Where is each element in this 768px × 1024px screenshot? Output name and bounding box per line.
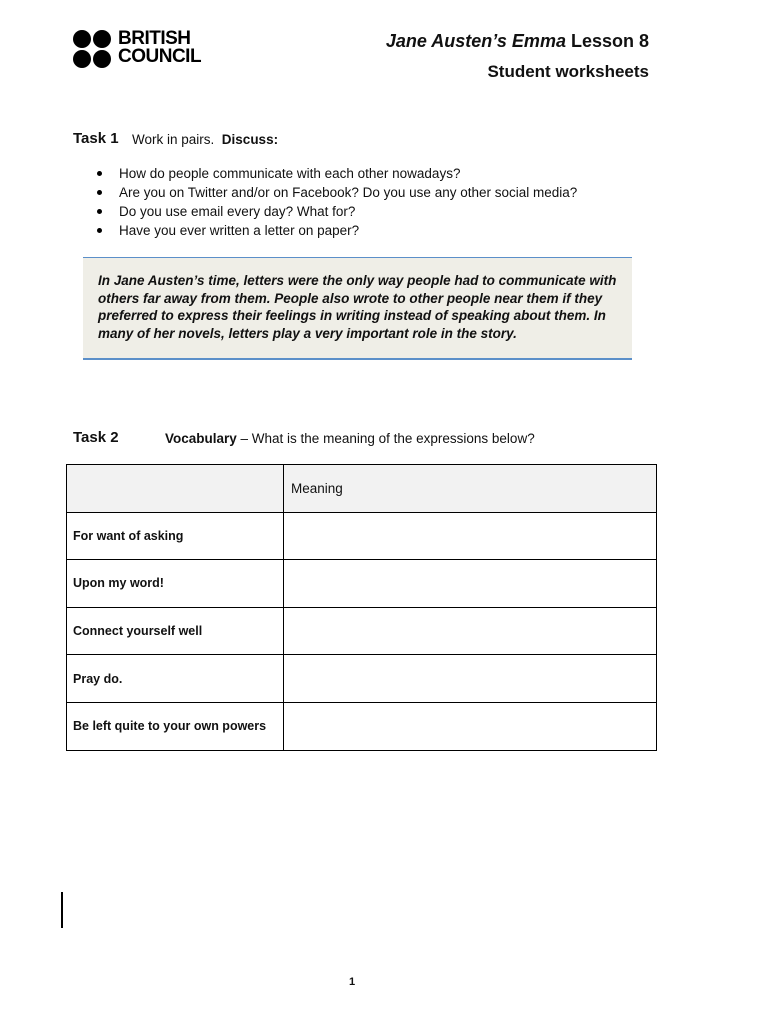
task1-instruction-plain: Work in pairs. bbox=[132, 132, 215, 147]
logo-dots-icon bbox=[73, 30, 113, 70]
header-cell-meaning: Meaning bbox=[284, 465, 657, 513]
expression-cell: Be left quite to your own powers bbox=[67, 702, 284, 750]
question-item: How do people communicate with each other nowadays? bbox=[96, 164, 656, 183]
task1-instruction bbox=[132, 132, 278, 147]
document-subtitle: Student worksheets bbox=[487, 62, 649, 81]
page-number: 1 bbox=[348, 976, 356, 988]
vocabulary-table bbox=[66, 464, 657, 751]
table-header-row bbox=[67, 465, 657, 513]
table-row bbox=[67, 560, 657, 608]
document-title bbox=[386, 31, 649, 52]
expression-cell: Upon my word! bbox=[67, 560, 284, 608]
logo-line-2: COUNCIL bbox=[118, 46, 202, 67]
task1-label: Task 1 bbox=[73, 130, 119, 147]
title-italic: Jane Austen’s Emma bbox=[385, 31, 566, 51]
meaning-cell[interactable] bbox=[284, 607, 657, 655]
margin-change-bar bbox=[61, 892, 63, 928]
task2-instruction-rest: – What is the meaning of the expressions below? bbox=[236, 431, 535, 446]
table-row bbox=[67, 655, 657, 703]
meaning-cell[interactable] bbox=[284, 655, 657, 703]
meaning-cell[interactable] bbox=[284, 560, 657, 608]
expression-cell: Connect yourself well bbox=[67, 607, 284, 655]
task2-label: Task 2 bbox=[73, 429, 119, 446]
callout-text: In Jane Austen’s time, letters were the only way people had to communicate with others far away from them. People also wrote to other people near them if they preferred to express their feelings in writing instead of speaking about them. In many of her novels, letters play a very important role in the story. bbox=[98, 273, 617, 341]
british-council-logo bbox=[73, 30, 223, 70]
question-item: Have you ever written a letter on paper? bbox=[96, 221, 656, 240]
table-row bbox=[67, 512, 657, 560]
meaning-cell[interactable] bbox=[284, 512, 657, 560]
task2-instruction-bold: Vocabulary bbox=[165, 431, 237, 446]
task1-instruction-bold: Discuss: bbox=[221, 132, 279, 147]
expression-cell: Pray do. bbox=[67, 655, 284, 703]
logo-line-1: BRITISH bbox=[118, 28, 191, 49]
question-item: Do you use email every day? What for? bbox=[96, 202, 656, 221]
title-rest: Lesson 8 bbox=[565, 31, 649, 51]
logo-wordmark bbox=[118, 30, 201, 66]
context-callout-box bbox=[83, 257, 632, 360]
expression-cell: For want of asking bbox=[67, 512, 284, 560]
question-item: Are you on Twitter and/or on Facebook? Do you use any other social media? bbox=[96, 183, 656, 202]
task2-instruction bbox=[165, 431, 535, 446]
discussion-questions bbox=[96, 164, 656, 240]
table-row bbox=[67, 607, 657, 655]
meaning-cell[interactable] bbox=[284, 702, 657, 750]
header-cell-expression bbox=[67, 465, 284, 513]
table-row bbox=[67, 702, 657, 750]
